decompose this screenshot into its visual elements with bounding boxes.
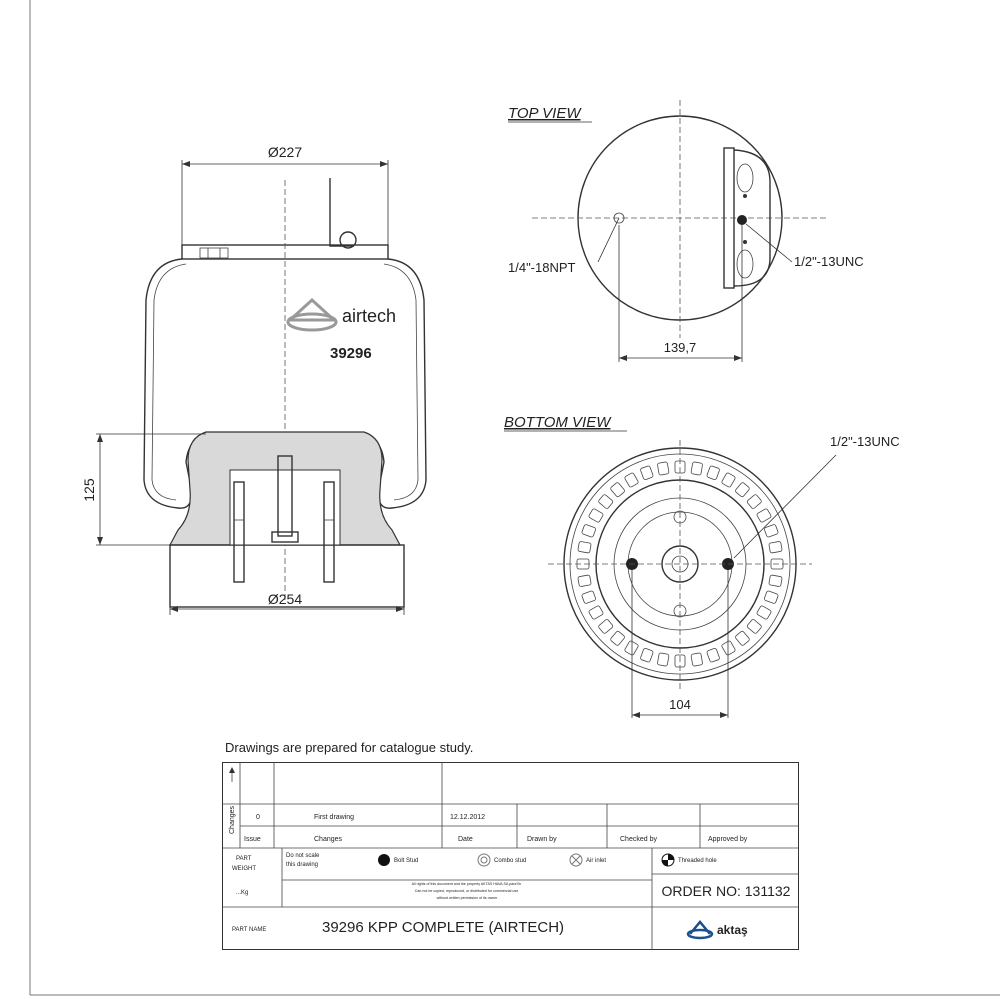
- piston-rib: [657, 462, 669, 476]
- header-drawn-by: Drawn by: [527, 836, 557, 843]
- threaded-hole-icon: [662, 854, 674, 866]
- copyright-text: All rights of this document and the property AKTAS HAVA.SA para'l'in Can not be copied, reproduced, or distributed for commercial use without written permission of its owner: [411, 882, 522, 900]
- legend-label-3: Threaded hole: [678, 858, 717, 864]
- piston-rib: [706, 465, 720, 480]
- legend-label-0: Bolt Stud: [394, 858, 419, 864]
- piston-rib: [578, 541, 592, 553]
- piston-rib: [578, 575, 592, 587]
- piston-rib: [746, 494, 762, 509]
- top-stud-label: 1/2"-13UNC: [794, 254, 864, 269]
- top-view: [508, 100, 864, 362]
- port-label: 1/4"-18NPT: [508, 260, 576, 275]
- piston-rib: [769, 575, 783, 587]
- piston-rib: [721, 640, 736, 655]
- weight-unit: ...Kg: [236, 890, 249, 896]
- bottom-spacing-label: 104: [669, 697, 691, 712]
- piston-rib: [581, 590, 596, 604]
- piston-rib: [610, 482, 625, 498]
- piston-rib: [746, 619, 762, 634]
- legend-label-1: Combo stud: [494, 858, 527, 864]
- bolt-stud-icon: [378, 854, 390, 866]
- top-view-title: TOP VIEW: [508, 105, 581, 122]
- do-not-scale-note: Do not scale this drawing: [286, 853, 320, 868]
- piston-rib: [588, 508, 603, 523]
- piston-rib: [640, 648, 654, 663]
- piston-rib: [624, 472, 639, 487]
- piston-rib: [756, 605, 771, 620]
- changes-header: Changes: [229, 805, 236, 834]
- part-name-label: PART NAME: [232, 927, 267, 933]
- piston-rib: [598, 619, 614, 634]
- title-block: [222, 762, 799, 950]
- part-weight-label: PART WEIGHT: [232, 856, 256, 872]
- height-label: 125: [81, 478, 97, 502]
- piston-rib: [764, 590, 779, 604]
- piston-rib: [640, 465, 654, 480]
- bottom-view-title: BOTTOM VIEW: [504, 414, 611, 431]
- piston-rib: [588, 605, 603, 620]
- revision-issue: 0: [256, 814, 260, 821]
- piston-rib: [735, 630, 750, 646]
- diameter-bottom-label: Ø254: [267, 591, 303, 607]
- piston-rib: [735, 482, 750, 498]
- header-changes: Changes: [314, 836, 343, 843]
- piston-rib: [598, 494, 614, 509]
- piston-rib: [624, 640, 639, 655]
- top-spacing-label: 139,7: [663, 340, 697, 355]
- bottom-stud-label: 1/2"-13UNC: [830, 434, 900, 449]
- company-logo-text: aktaş: [717, 923, 748, 937]
- order-number: ORDER NO: 131132: [661, 883, 791, 899]
- catalogue-note: Drawings are prepared for catalogue study.: [225, 740, 474, 755]
- revision-changes: First drawing: [314, 814, 355, 821]
- header-issue: Issue: [244, 836, 261, 843]
- header-date: Date: [458, 836, 473, 843]
- header-approved-by: Approved by: [708, 836, 748, 843]
- model-number: 39296: [330, 345, 372, 362]
- piston-rib: [657, 653, 669, 667]
- part-name: 39296 KPP COMPLETE (AIRTECH): [322, 919, 565, 936]
- airtech-logo: [288, 300, 336, 330]
- piston-rib: [769, 541, 783, 553]
- revision-date: 12.12.2012: [450, 814, 486, 821]
- piston-rib: [706, 648, 720, 663]
- piston-rib: [756, 508, 771, 523]
- brand-text: airtech: [342, 306, 397, 326]
- piston-rib: [721, 472, 736, 487]
- legend-label-2: Air inlet: [586, 858, 607, 864]
- piston-rib: [691, 653, 703, 667]
- side-view: [81, 144, 426, 615]
- piston-rib: [581, 524, 596, 538]
- header-checked-by: Checked by: [620, 836, 657, 843]
- bottom-view: [504, 414, 900, 718]
- diameter-top-label: Ø227: [267, 144, 303, 160]
- piston-rib: [610, 630, 625, 646]
- piston-rib: [691, 462, 703, 476]
